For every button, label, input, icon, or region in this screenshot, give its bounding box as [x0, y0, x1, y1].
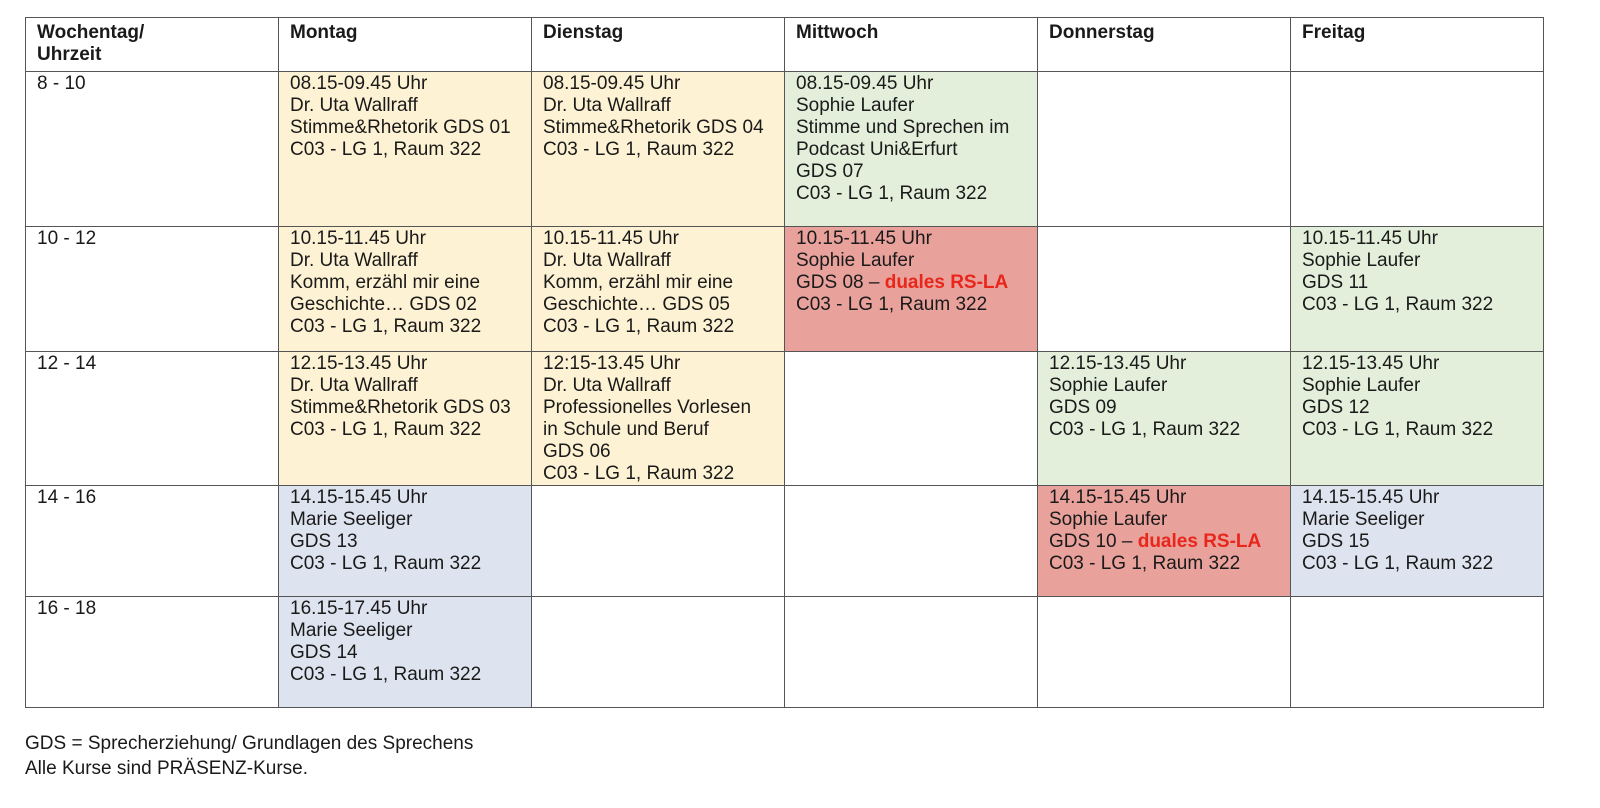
- course-room: C03 - LG 1, Raum 322: [1049, 419, 1241, 440]
- course-title-cont: Podcast Uni&Erfurt: [796, 139, 958, 160]
- course-title: Professionelles Vorlesen: [543, 397, 752, 418]
- course-title: Stimme&Rhetorik GDS 01: [290, 117, 511, 138]
- time-slot-8-10: 8 - 10: [26, 72, 279, 227]
- course-room: C03 - LG 1, Raum 322: [290, 316, 482, 337]
- table-row-16-18: [26, 597, 1544, 708]
- course-teacher: Sophie Laufer: [1302, 250, 1421, 271]
- course-title-cont: in Schule und Beruf: [543, 419, 709, 440]
- header-row: [26, 18, 1544, 72]
- table-row-14-16: [26, 486, 1544, 597]
- footnote-presence-courses: Alle Kurse sind PRÄSENZ-Kurse.: [25, 758, 308, 779]
- course-teacher: Sophie Laufer: [1049, 509, 1168, 530]
- course-code: GDS 09: [1049, 397, 1117, 418]
- course-title: Stimme und Sprechen im: [796, 117, 1010, 138]
- course-code: GDS 13: [290, 531, 358, 552]
- time-slot-10-12: 10 - 12: [26, 227, 279, 352]
- header-day-dienstag: Dienstag: [532, 18, 785, 72]
- empty-cell-freitag-8-10: [1291, 72, 1544, 227]
- course-time: 14.15-15.45 Uhr: [290, 487, 428, 508]
- course-cell-mittwoch-8-10: [785, 72, 1038, 227]
- course-teacher: Dr. Uta Wallraff: [290, 95, 418, 116]
- course-cell-mittwoch-10-12: [785, 227, 1038, 352]
- empty-cell-freitag-16-18: [1291, 597, 1544, 708]
- course-title-cont: Geschichte… GDS 02: [290, 294, 477, 315]
- course-cell-dienstag-10-12: [532, 227, 785, 352]
- course-teacher: Marie Seeliger: [290, 620, 413, 641]
- empty-cell-mittwoch-12-14: [785, 352, 1038, 486]
- time-slot-14-16: 14 - 16: [26, 486, 279, 597]
- course-cell-montag-8-10: [279, 72, 532, 227]
- course-cell-freitag-10-12: [1291, 227, 1544, 352]
- course-cell-montag-12-14: [279, 352, 532, 486]
- course-title: Komm, erzähl mir eine: [290, 272, 481, 293]
- course-room: C03 - LG 1, Raum 322: [1302, 294, 1494, 315]
- course-cell-freitag-12-14: [1291, 352, 1544, 486]
- header-day-mittwoch: Mittwoch: [785, 18, 1038, 72]
- empty-cell-dienstag-16-18: [532, 597, 785, 708]
- course-time: 12.15-13.45 Uhr: [1302, 353, 1440, 374]
- course-teacher: Sophie Laufer: [1302, 375, 1421, 396]
- course-room: C03 - LG 1, Raum 322: [543, 139, 735, 160]
- course-time: 14.15-15.45 Uhr: [1049, 487, 1187, 508]
- course-time: 14.15-15.45 Uhr: [1302, 487, 1440, 508]
- course-time: 08.15-09.45 Uhr: [796, 73, 934, 94]
- time-slot-16-18: 16 - 18: [26, 597, 279, 708]
- course-teacher: Sophie Laufer: [796, 250, 915, 271]
- course-title-cont: Geschichte… GDS 05: [543, 294, 730, 315]
- time-slot-12-14: 12 - 14: [26, 352, 279, 486]
- course-room: C03 - LG 1, Raum 322: [290, 419, 482, 440]
- course-code: GDS 15: [1302, 531, 1370, 552]
- header-time-label: Uhrzeit: [37, 44, 102, 65]
- header-day-donnerstag: Donnerstag: [1038, 18, 1291, 72]
- course-room: C03 - LG 1, Raum 322: [796, 183, 988, 204]
- course-code: GDS 14: [290, 642, 358, 663]
- course-time: 16.15-17.45 Uhr: [290, 598, 428, 619]
- course-cell-montag-10-12: [279, 227, 532, 352]
- course-code: GDS 08 –: [796, 272, 885, 293]
- course-code: GDS 07: [796, 161, 864, 182]
- course-code-line: [1049, 531, 1279, 553]
- course-teacher: Dr. Uta Wallraff: [543, 250, 671, 271]
- course-time: 10.15-11.45 Uhr: [290, 228, 426, 249]
- table-row-8-10: [26, 72, 1544, 227]
- header-weekday-label: Wochentag/: [37, 22, 145, 43]
- course-time: 08.15-09.45 Uhr: [543, 73, 681, 94]
- course-title: Komm, erzähl mir eine: [543, 272, 734, 293]
- course-time: 08.15-09.45 Uhr: [290, 73, 428, 94]
- course-time: 10.15-11.45 Uhr: [543, 228, 679, 249]
- course-time: 10.15-11.45 Uhr: [1302, 228, 1438, 249]
- course-code: GDS 06: [543, 441, 611, 462]
- course-code: GDS 10 –: [1049, 531, 1138, 552]
- course-time: 10.15-11.45 Uhr: [796, 228, 932, 249]
- footer-notes: [25, 731, 473, 781]
- course-time: 12:15-13.45 Uhr: [543, 353, 681, 374]
- course-teacher: Sophie Laufer: [1049, 375, 1168, 396]
- course-room: C03 - LG 1, Raum 322: [543, 316, 735, 337]
- table-row-10-12: [26, 227, 1544, 352]
- course-code: GDS 12: [1302, 397, 1370, 418]
- course-room: C03 - LG 1, Raum 322: [543, 463, 735, 484]
- course-teacher: Dr. Uta Wallraff: [290, 250, 418, 271]
- empty-cell-mittwoch-16-18: [785, 597, 1038, 708]
- dual-program-highlight: duales RS-LA: [884, 272, 1009, 293]
- dual-program-highlight: duales RS-LA: [1137, 531, 1262, 552]
- course-room: C03 - LG 1, Raum 322: [1302, 553, 1494, 574]
- course-cell-montag-16-18: [279, 597, 532, 708]
- course-cell-montag-14-16: [279, 486, 532, 597]
- course-teacher: Dr. Uta Wallraff: [543, 95, 671, 116]
- empty-cell-donnerstag-10-12: [1038, 227, 1291, 352]
- course-teacher: Dr. Uta Wallraff: [290, 375, 418, 396]
- course-time: 12.15-13.45 Uhr: [1049, 353, 1187, 374]
- footnote-gds-definition: GDS = Sprecherziehung/ Grundlagen des Sprechens: [25, 733, 474, 754]
- course-room: C03 - LG 1, Raum 322: [1302, 419, 1494, 440]
- course-teacher: Marie Seeliger: [290, 509, 413, 530]
- course-room: C03 - LG 1, Raum 322: [1049, 553, 1241, 574]
- empty-cell-donnerstag-8-10: [1038, 72, 1291, 227]
- course-cell-freitag-14-16: [1291, 486, 1544, 597]
- header-weekday-time: [26, 18, 279, 72]
- empty-cell-dienstag-14-16: [532, 486, 785, 597]
- schedule-table: [25, 17, 1544, 708]
- table-row-12-14: [26, 352, 1544, 486]
- course-room: C03 - LG 1, Raum 322: [290, 139, 482, 160]
- course-title: Stimme&Rhetorik GDS 04: [543, 117, 764, 138]
- course-cell-dienstag-12-14: [532, 352, 785, 486]
- course-teacher: Dr. Uta Wallraff: [543, 375, 671, 396]
- course-code: GDS 11: [1302, 272, 1369, 293]
- header-day-freitag: Freitag: [1291, 18, 1544, 72]
- header-day-montag: Montag: [279, 18, 532, 72]
- course-time: 12.15-13.45 Uhr: [290, 353, 428, 374]
- course-teacher: Marie Seeliger: [1302, 509, 1425, 530]
- course-room: C03 - LG 1, Raum 322: [796, 294, 988, 315]
- course-teacher: Sophie Laufer: [796, 95, 915, 116]
- course-cell-dienstag-8-10: [532, 72, 785, 227]
- course-room: C03 - LG 1, Raum 322: [290, 664, 482, 685]
- empty-cell-donnerstag-16-18: [1038, 597, 1291, 708]
- course-cell-donnerstag-12-14: [1038, 352, 1291, 486]
- course-cell-donnerstag-14-16: [1038, 486, 1291, 597]
- course-room: C03 - LG 1, Raum 322: [290, 553, 482, 574]
- course-title: Stimme&Rhetorik GDS 03: [290, 397, 511, 418]
- course-code-line: [796, 272, 1026, 294]
- empty-cell-mittwoch-14-16: [785, 486, 1038, 597]
